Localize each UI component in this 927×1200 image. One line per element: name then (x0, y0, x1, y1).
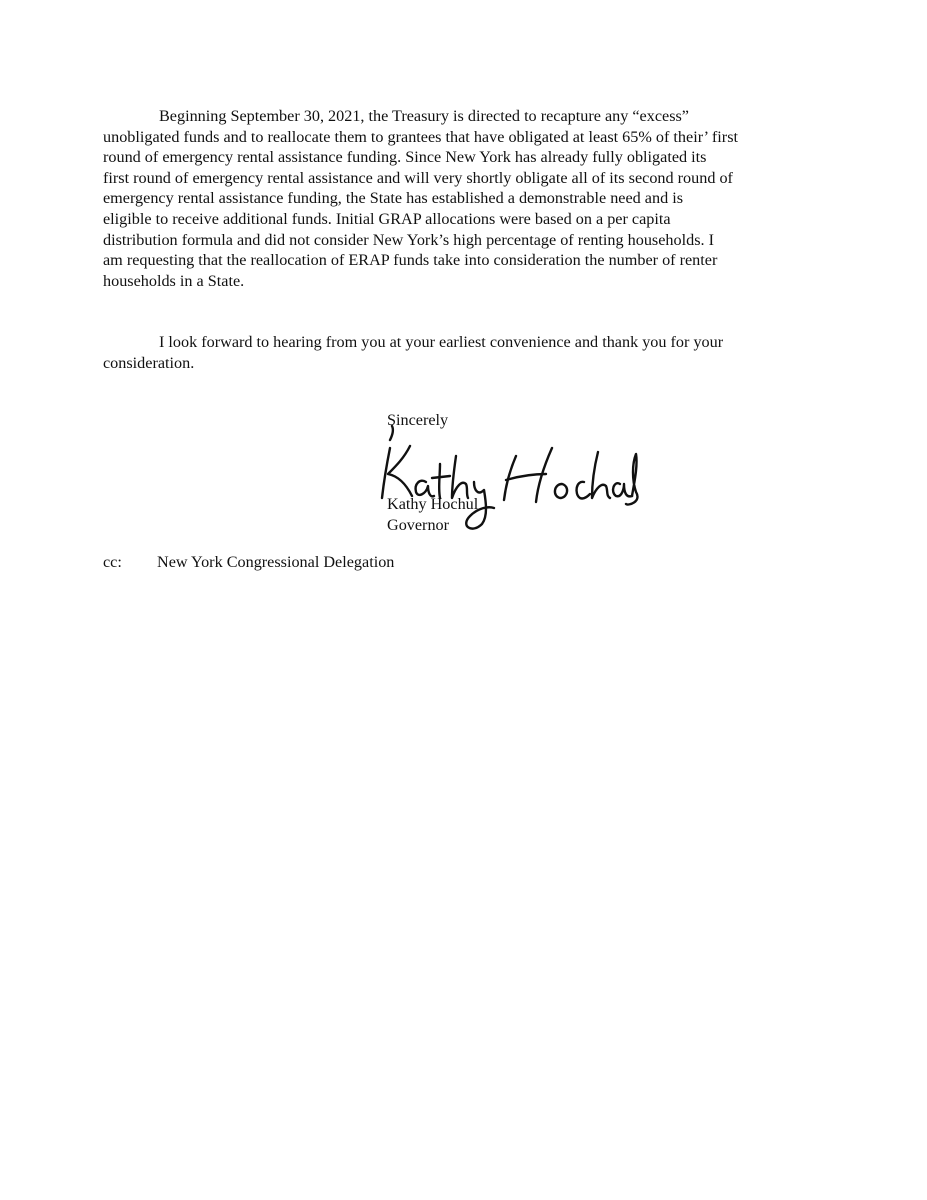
paragraph-line: round of emergency rental assistance funding. Since New York has already fully obligated its (103, 148, 707, 167)
body-paragraph-closing-remarks (103, 332, 808, 373)
paragraph-line: Beginning September 30, 2021, the Treasury is directed to recapture any “excess” (159, 107, 689, 125)
paragraph-line: eligible to receive additional funds. Initial GRAP allocations were based on a per capita (103, 209, 671, 228)
paragraph-line: consideration. (103, 353, 195, 372)
paragraph-line: emergency rental assistance funding, the State has established a demonstrable need and is (103, 189, 684, 208)
paragraph-line: am requesting that the reallocation of ERAP funds take into consideration the number of renter (103, 251, 718, 270)
cc-label: cc: (103, 553, 122, 571)
cc-recipient: New York Congressional Delegation (157, 553, 395, 571)
signer-title: Governor (387, 516, 450, 534)
paragraph-line: households in a State. (103, 271, 245, 290)
signer-name: Kathy Hochul (387, 495, 479, 513)
handwritten-signature (370, 418, 640, 538)
body-paragraph-recapture (103, 106, 808, 291)
paragraph-line: first round of emergency rental assistance and will very shortly obligate all of its second round of (103, 168, 733, 187)
paragraph-line: unobligated funds and to reallocate them to grantees that have obligated at least 65% of their’ first (103, 127, 738, 146)
paragraph-line: distribution formula and did not consider New York’s high percentage of renting households. I (103, 230, 714, 249)
paragraph-line: I look forward to hearing from you at your earliest convenience and thank you for your (159, 333, 724, 351)
closing-salutation: Sincerely (387, 411, 449, 429)
